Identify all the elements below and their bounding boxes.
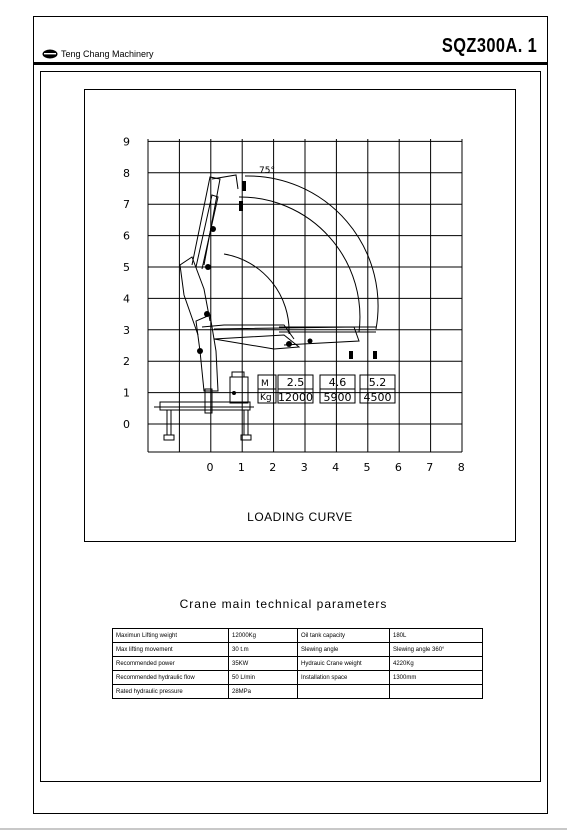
load-table-weight: 4500 <box>363 391 392 404</box>
param-value: 50 L/min <box>229 671 298 685</box>
load-table-radius: 4.6 <box>328 376 347 389</box>
load-table-weight: 5900 <box>323 391 352 404</box>
load-table-radius: 5.2 <box>368 376 387 389</box>
load-capacity-table <box>258 375 395 404</box>
param-value: Slewing angle 360° <box>390 643 483 657</box>
param-value: 180L <box>390 629 483 643</box>
param-value: 4220Kg <box>390 657 483 671</box>
y-tick-label: 4 <box>123 292 130 306</box>
parameters-title: Crane main technical parameters <box>179 597 388 611</box>
loading-curve-chart <box>84 89 516 542</box>
y-tick-label: 3 <box>123 323 130 337</box>
x-axis-ticks <box>207 461 465 474</box>
x-tick-label: 3 <box>300 461 308 474</box>
y-tick-label: 5 <box>123 261 130 274</box>
param-label <box>298 685 390 699</box>
param-value: 35KW <box>229 657 298 671</box>
company-logo-icon <box>42 49 58 59</box>
y-tick-label: 6 <box>123 229 130 243</box>
load-table-weight: 12000 <box>278 391 313 404</box>
y-tick-label: 1 <box>123 386 130 400</box>
param-value: 30 t.m <box>229 643 298 657</box>
y-tick-label: 9 <box>123 135 130 149</box>
load-table-radius: 2.5 <box>286 376 305 389</box>
x-tick-label: 2 <box>269 461 277 474</box>
chart-title: LOADING CURVE <box>247 510 353 524</box>
y-tick-label: 0 <box>123 418 130 431</box>
model-number: SQZ300A. 1 <box>441 35 537 57</box>
chart-grid <box>148 139 462 452</box>
param-value: 12000Kg <box>229 629 298 643</box>
table-row <box>113 671 483 685</box>
table-row <box>113 629 483 643</box>
y-tick-label: 8 <box>123 166 130 180</box>
company-name: Teng Chang Machinery <box>61 49 154 59</box>
x-tick-label: 1 <box>237 461 245 474</box>
x-tick-label: 5 <box>363 461 371 474</box>
y-axis-ticks <box>123 135 130 431</box>
y-tick-label: 7 <box>123 198 130 212</box>
param-label: Recommended hydraulic flow <box>113 671 229 685</box>
param-value <box>390 685 483 699</box>
parameters-table <box>112 628 483 699</box>
param-label: Installation space <box>298 671 390 685</box>
load-table-unit-kg: Kg <box>260 393 272 403</box>
working-range-arcs <box>224 176 378 334</box>
param-label: Hydrauic Crane weight <box>298 657 390 671</box>
param-value: 28MPa <box>229 685 298 699</box>
crane-joints <box>197 226 313 395</box>
param-label: Recommended power <box>113 657 229 671</box>
param-value: 1300mm <box>390 671 483 685</box>
param-label: Rated hydraulic pressure <box>113 685 229 699</box>
boom-angle-label: 75° <box>259 166 275 176</box>
x-tick-label: 6 <box>394 461 402 474</box>
table-row <box>113 643 483 657</box>
x-tick-label: 4 <box>332 461 340 474</box>
y-tick-label: 2 <box>123 355 130 369</box>
x-tick-label: 7 <box>426 461 434 474</box>
x-tick-label: 0 <box>206 461 214 474</box>
param-label: Oil tank capacity <box>298 629 390 643</box>
table-row <box>113 685 483 699</box>
param-label: Slewing angle <box>298 643 390 657</box>
param-label: Maximun Lifting weight <box>113 629 229 643</box>
header-rule <box>33 62 548 65</box>
load-table-unit-m: M <box>261 379 269 389</box>
table-row <box>113 657 483 671</box>
param-label: Max lifting movement <box>113 643 229 657</box>
x-tick-label: 8 <box>457 461 465 474</box>
